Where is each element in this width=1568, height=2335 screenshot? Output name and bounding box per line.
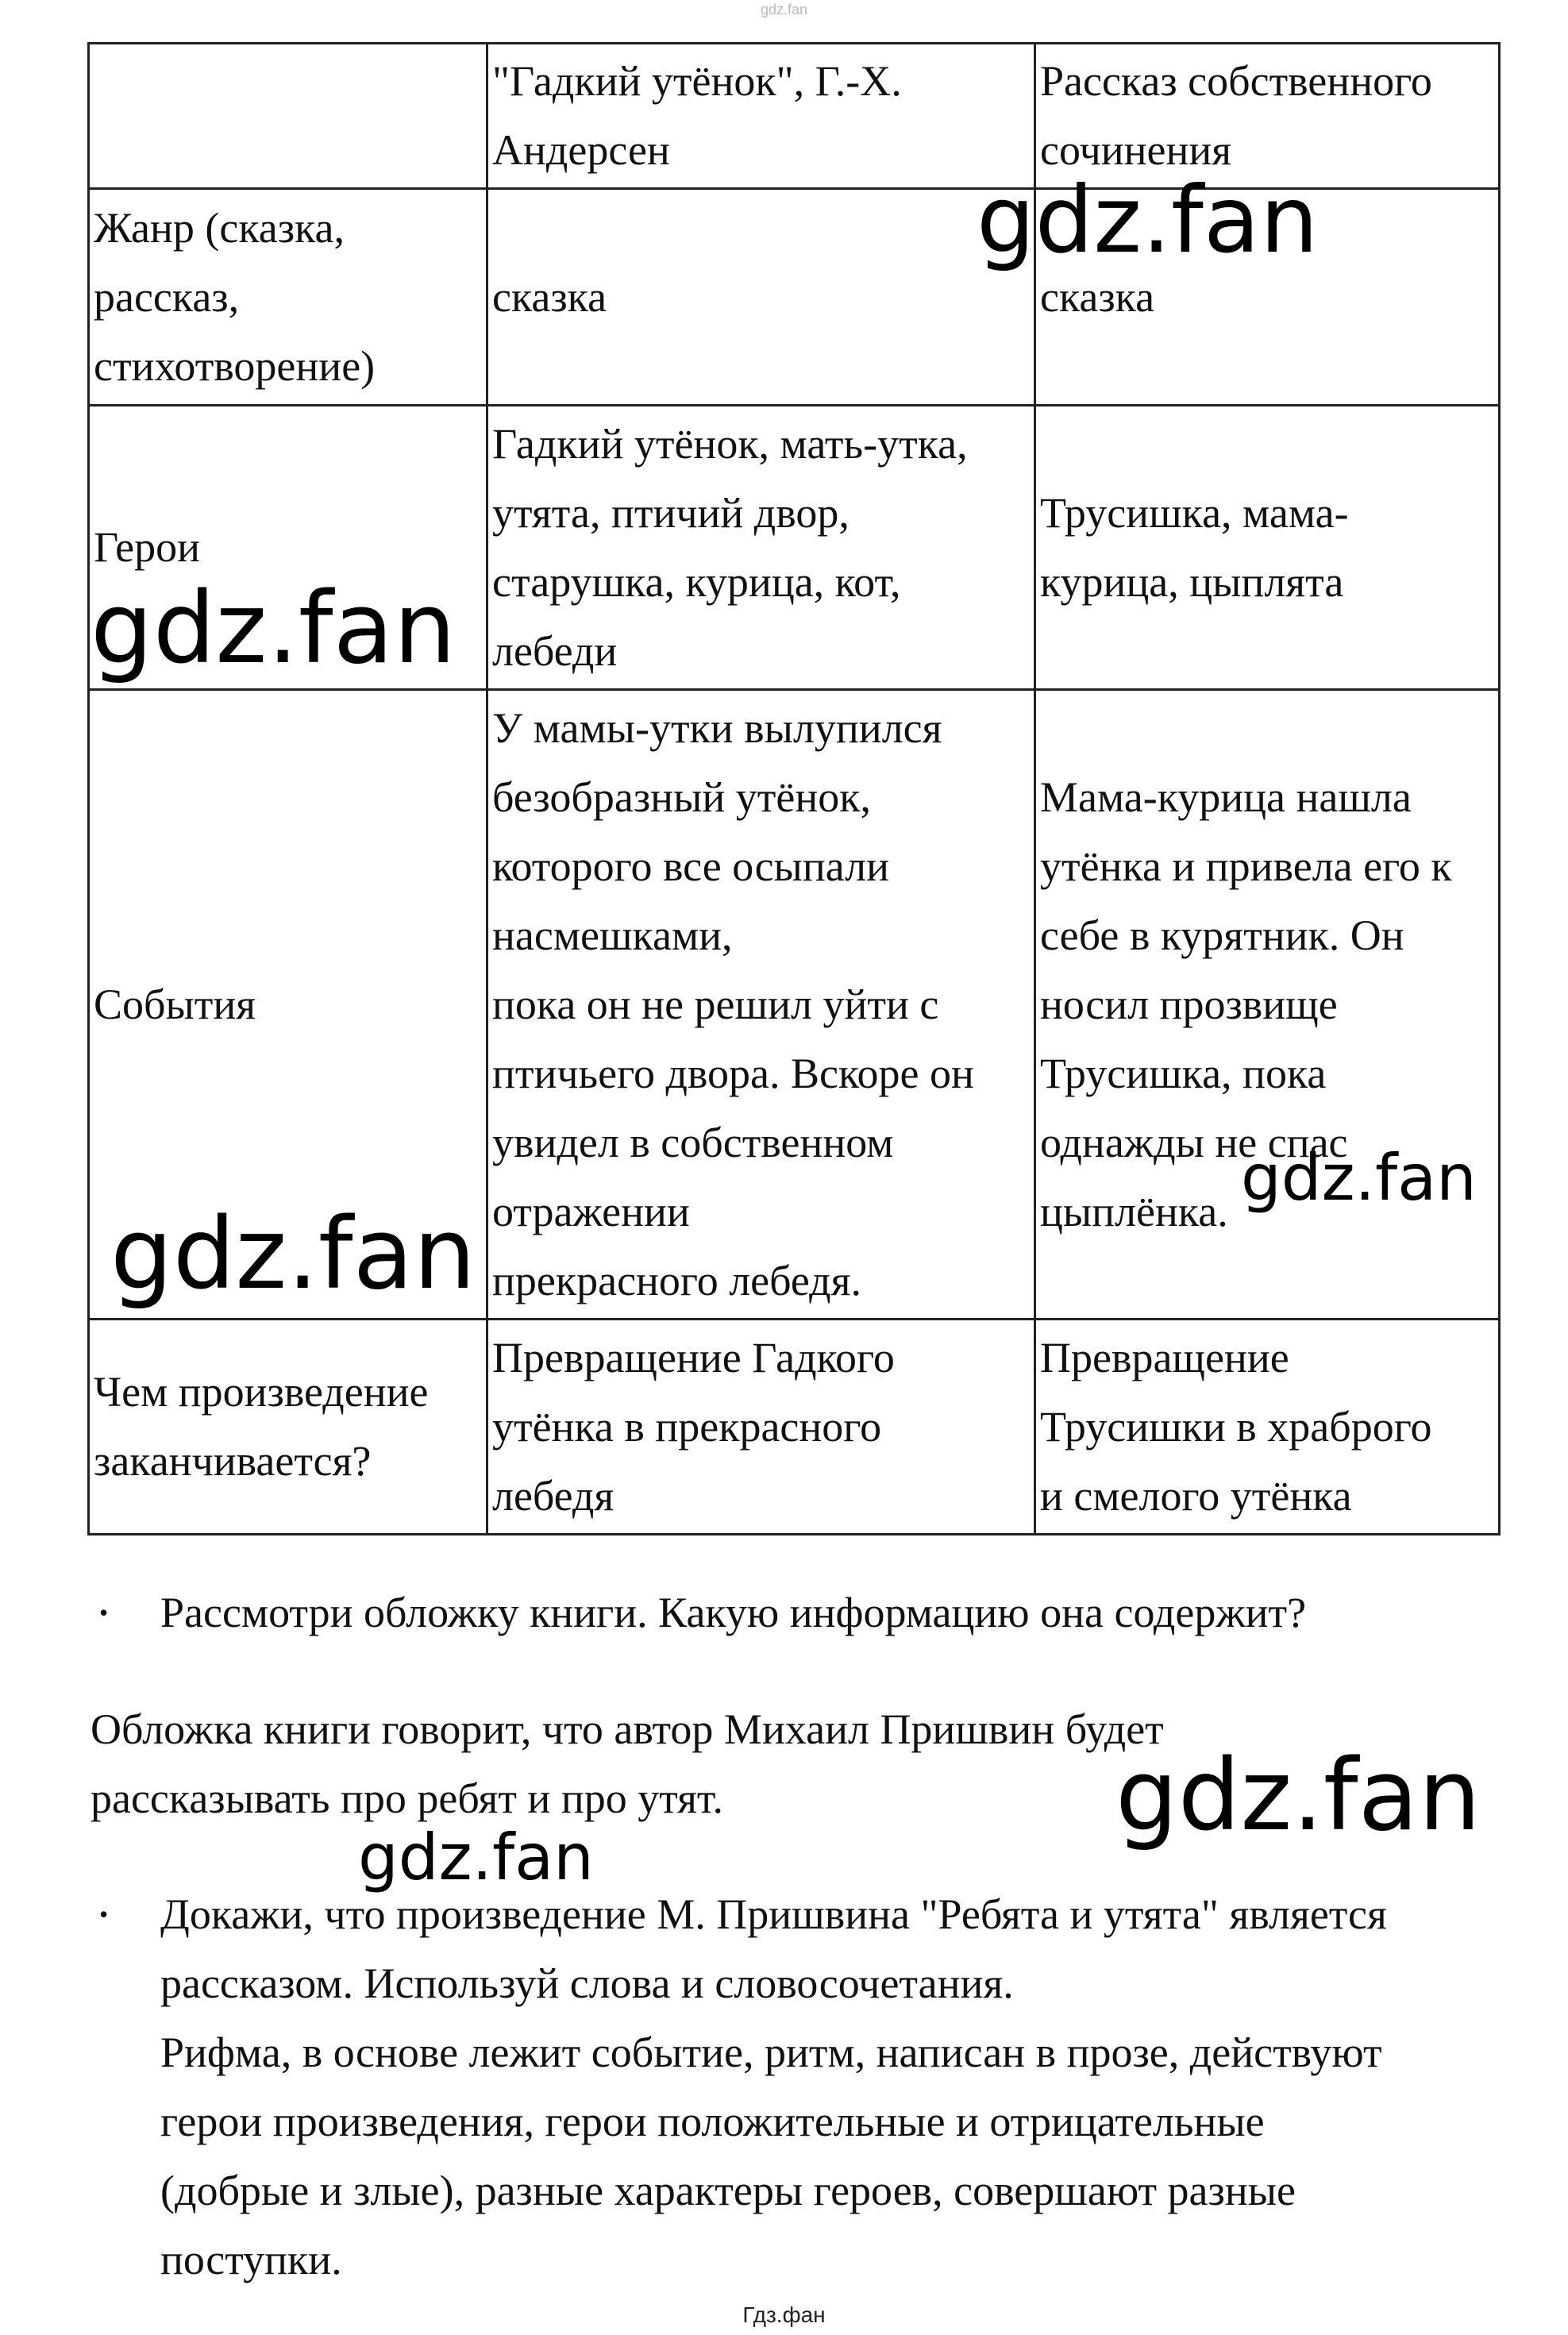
bullet-marker: • (99, 1900, 109, 1928)
table-cell: Мама-курица нашла утёнка и привела его к себе в курятник. Он носил прозвище Трусишка, пока однажды не спас цыплёнка. (1035, 690, 1500, 1320)
table-cell: У мамы-утки вылупился безобразный утёнок, которого все осыпали насмешками, пока он не решил уйти с птичьего двора. Вскоре он увидел в собственном отражении прекрасного лебедя. (487, 690, 1035, 1320)
footer-caption: Гдз.фан (742, 2302, 826, 2327)
table-cell: Гадкий утёнок, мать-утка, утята, птичий двор, старушка, курица, кот, лебеди (487, 406, 1035, 690)
table-cell (89, 44, 487, 189)
table-header-andersen: "Гадкий утёнок", Г.-Х. Андерсен (487, 44, 1035, 189)
table-cell: сказка (487, 189, 1035, 406)
question-prove-story: Докажи, что произведение М. Пришвина "Ребята и утята" является рассказом. Используй слова и словосочетания. Рифма, в основе лежит событие, ритм, написан в прозе, действуют герои произведения, герои положительные и отрицательные (добрые и злые), разные характеры героев, совершают разные поступки. (160, 1890, 1387, 2283)
watermark: gdz.fan (358, 1821, 594, 1894)
question-cover: Рассмотри обложку книги. Какую информацию она содержит? (160, 1589, 1307, 1636)
header-watermark: gdz.fan (760, 2, 808, 17)
table-cell: Трусишка, мама- курица, цыплята (1035, 406, 1500, 690)
table-cell: Жанр (сказка, рассказ, стихотворение) (89, 189, 487, 406)
table-row (89, 1320, 1500, 1535)
watermark: gdz.fan (977, 167, 1319, 274)
table-header-own-story: Рассказ собственного сочинения (1035, 44, 1500, 189)
bullet-marker: • (99, 1598, 109, 1627)
table-cell: Герои (89, 406, 487, 690)
watermark: gdz.fan (110, 1197, 476, 1312)
answer-paragraph: Обложка книги говорит, что автор Михаил Пришвин будет рассказывать про ребят и про утят. (91, 1705, 1164, 1822)
table-cell: сказка (1035, 189, 1500, 406)
table-cell: Чем произведение заканчивается? (89, 1320, 487, 1535)
table-cell: События (89, 690, 487, 1320)
watermark: gdz.fan (1241, 1141, 1477, 1215)
watermark: gdz.fan (91, 572, 457, 686)
watermark: gdz.fan (1115, 1739, 1481, 1853)
table-cell: Превращение Гадкого утёнка в прекрасного лебедя (487, 1320, 1035, 1535)
table-cell: Превращение Трусишки в храброго и смелого утёнка (1035, 1320, 1500, 1535)
